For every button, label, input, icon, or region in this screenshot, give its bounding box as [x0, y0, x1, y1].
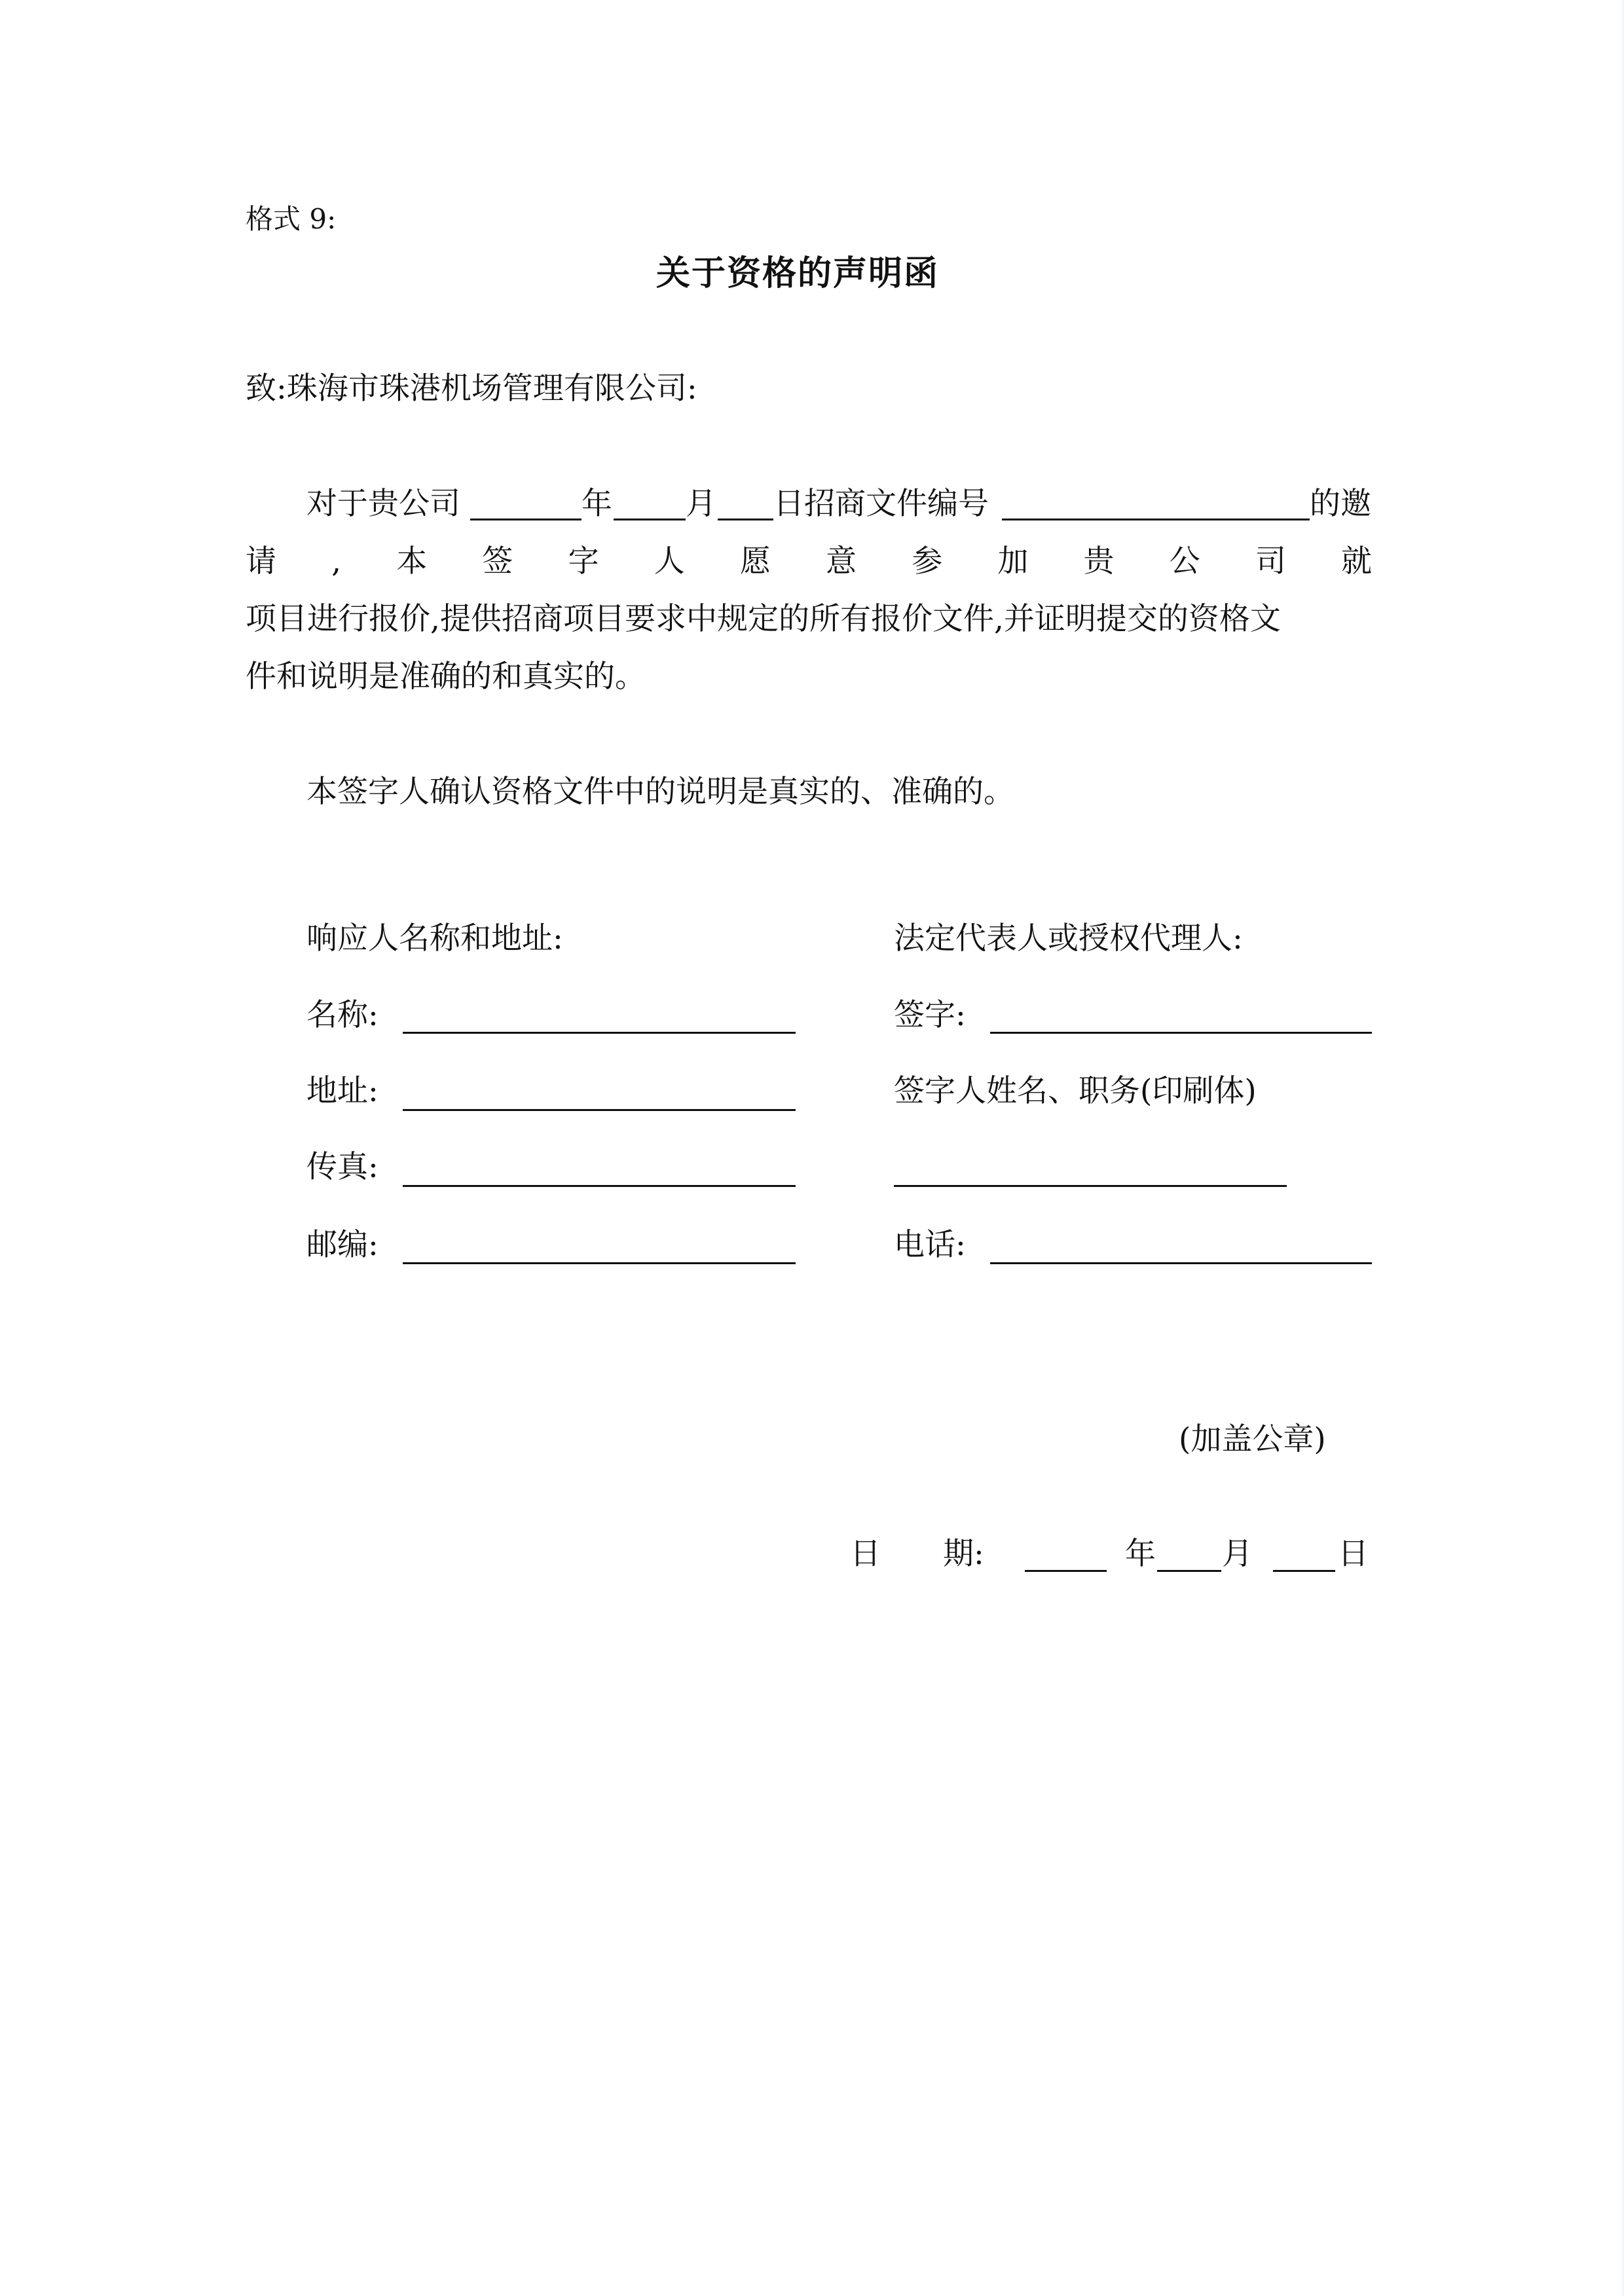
- day-blank: [718, 519, 773, 520]
- date-day-blank: [1273, 1570, 1335, 1572]
- scan-edge-shade: [1620, 0, 1624, 2296]
- signature-field-line: [990, 1032, 1372, 1034]
- char-13: 司: [1255, 543, 1286, 579]
- char-11: 贵: [1083, 543, 1115, 579]
- date-month-char: 月: [1222, 1536, 1253, 1572]
- date-year-blank: [1025, 1570, 1107, 1572]
- phone-label: 电话:: [894, 1227, 966, 1263]
- para1-text-3: 月: [686, 486, 716, 522]
- seal-note: (加盖公章): [1179, 1421, 1326, 1457]
- para1-line-2: [246, 543, 1372, 579]
- fax-label: 传真:: [306, 1149, 378, 1185]
- format-label: 格式 9:: [246, 203, 337, 235]
- document-number-blank: [1002, 519, 1310, 520]
- signer-title-field-line: [894, 1185, 1287, 1187]
- address-field-line: [403, 1109, 796, 1111]
- char-4: 签: [482, 543, 513, 579]
- name-label: 名称:: [306, 997, 378, 1033]
- char-2: ,: [331, 543, 342, 579]
- date-month-blank: [1157, 1570, 1221, 1572]
- date-day-char: 日: [1338, 1536, 1369, 1572]
- char-14: 就: [1340, 543, 1372, 579]
- para1-line-4: 件和说明是准确的和真实的。: [246, 659, 646, 695]
- char-8: 意: [826, 543, 857, 579]
- recipient-line: 致:珠海市珠港机场管理有限公司:: [246, 371, 697, 407]
- para1-text-2: 年: [581, 486, 612, 522]
- year-blank: [470, 519, 581, 520]
- month-blank: [614, 519, 686, 520]
- para1-text-4: 日招商文件编号: [773, 486, 989, 522]
- postcode-label: 邮编:: [306, 1227, 378, 1263]
- address-label: 地址:: [306, 1073, 378, 1109]
- char-10: 加: [997, 543, 1029, 579]
- para1-line-3: 项目进行报价,提供招商项目要求中规定的所有报价文件,并证明提交的资格文: [246, 601, 1281, 637]
- phone-field-line: [990, 1262, 1372, 1264]
- fax-field-line: [403, 1185, 796, 1187]
- page-title: 关于资格的声明函: [656, 253, 940, 293]
- date-label-char: 日: [850, 1536, 881, 1572]
- signature-label: 签字:: [894, 997, 966, 1033]
- respondent-heading: 响应人名称和地址:: [306, 920, 563, 957]
- name-field-line: [403, 1032, 796, 1034]
- signer-title-label: 签字人姓名、职务(印刷体): [894, 1073, 1257, 1109]
- char-7: 愿: [739, 543, 771, 579]
- para1-text-5: 的邀: [1310, 486, 1371, 522]
- char-6: 人: [654, 543, 685, 579]
- para1-text-1: 对于贵公司: [306, 486, 460, 522]
- char-3: 本: [396, 543, 428, 579]
- char-9: 参: [912, 543, 943, 579]
- date-period-label: 期:: [943, 1536, 984, 1572]
- char-1: 请: [246, 543, 276, 579]
- representative-heading: 法定代表人或授权代理人:: [894, 920, 1243, 957]
- postcode-field-line: [403, 1262, 796, 1264]
- char-12: 公: [1169, 543, 1200, 579]
- date-year-char: 年: [1125, 1536, 1156, 1572]
- confirmation-paragraph: 本签字人确认资格文件中的说明是真实的、准确的。: [306, 774, 1014, 810]
- char-5: 字: [568, 543, 599, 579]
